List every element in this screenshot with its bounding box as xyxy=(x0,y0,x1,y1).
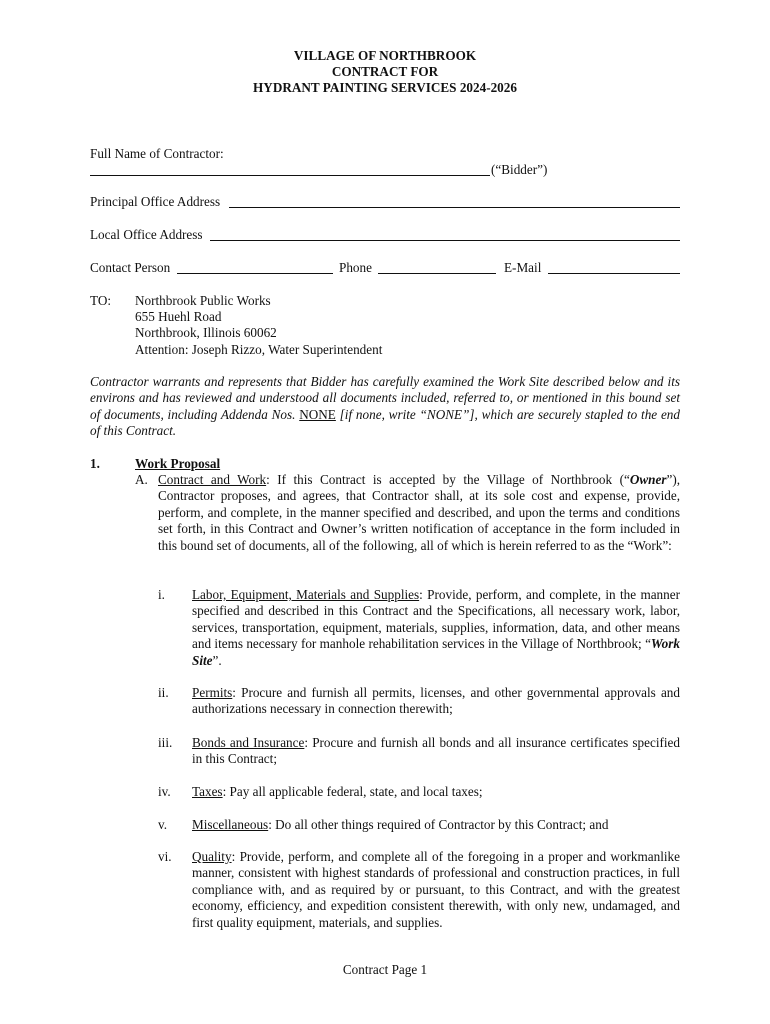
item-heading: Permits xyxy=(192,685,233,700)
phone-label: Phone xyxy=(339,260,372,275)
contractor-name-label: Full Name of Contractor: xyxy=(90,146,224,161)
principal-office-label: Principal Office Address xyxy=(90,194,221,209)
item-number: i. xyxy=(158,587,165,602)
section-number: 1. xyxy=(90,456,100,471)
to-address-line1: Northbrook Public Works xyxy=(135,293,271,308)
doc-title-line1: VILLAGE OF NORTHBROOK xyxy=(293,48,477,63)
email-field[interactable] xyxy=(548,273,680,274)
item-text: : Do all other things required of Contractor by this Contract; and xyxy=(268,817,609,832)
item-heading: Quality xyxy=(192,849,232,864)
to-address-line2: 655 Huehl Road xyxy=(135,309,222,324)
warranty-text-after: [if none, write “NONE”], which are securely stapled to the end of this Contract. xyxy=(90,406,680,439)
item-text: : Pay all applicable federal, state, and local taxes; xyxy=(222,784,483,799)
item-number: v. xyxy=(158,817,168,832)
list-item xyxy=(192,587,680,669)
work-site-term: Work Site xyxy=(192,636,680,668)
list-item xyxy=(192,849,680,931)
contractor-name-field[interactable] xyxy=(90,175,490,176)
item-number: vi. xyxy=(158,849,172,864)
local-office-field[interactable] xyxy=(210,240,680,241)
doc-title-line2: CONTRACT FOR xyxy=(331,64,439,79)
to-label: TO: xyxy=(90,293,112,308)
local-office-label: Local Office Address xyxy=(90,227,203,242)
addenda-value: NONE xyxy=(299,406,336,422)
item-number: iii. xyxy=(158,735,173,750)
item-text: : Provide, perform, and complete all of the foregoing in a proper and workmanlike manner, consistent with highest standards of professional and construction practices, in full compliance with, and as required by or pursuant, to this Contract, and with the greatest economy, efficiency, and expedition consistent therewith, with only new, undamaged, and first quality equipment, materials, and supplies. xyxy=(192,849,680,930)
item-number: iv. xyxy=(158,784,171,799)
contact-person-field[interactable] xyxy=(177,273,333,274)
item-heading: Bonds and Insurance xyxy=(192,735,305,750)
list-item xyxy=(192,735,680,768)
doc-title-line3: HYDRANT PAINTING SERVICES 2024-2026 xyxy=(253,80,517,95)
principal-office-field[interactable] xyxy=(229,207,680,208)
to-address-line4: Attention: Joseph Rizzo, Water Superintendent xyxy=(135,342,383,357)
email-label: E-Mail xyxy=(504,260,542,275)
list-item xyxy=(192,817,680,833)
bidder-suffix: (“Bidder”) xyxy=(491,162,548,177)
section-title: Work Proposal xyxy=(135,456,221,471)
item-text: : Provide, perform, and complete, in the manner specified and described in this Contract and the Specifications, all necessary work, labor, services, transportation, equipment, materials, supplies, information, data, and other means and items necessary for manhole rehabilitation services in the Village of Northbrook; “ xyxy=(192,587,680,652)
item-text: : Procure and furnish all bonds and all insurance certificates specified in this Contract; xyxy=(192,735,681,767)
warranty-paragraph xyxy=(90,374,680,440)
warranty-text-before: Contractor warrants and represents that Bidder has carefully examined the Work Site described below and its environs and has reviewed and understood all documents included, referred to, or mentioned in this bound set of documents, including Addenda Nos. xyxy=(90,374,680,422)
subsection-a-text1: : If this Contract is accepted by the Village of Northbrook (“ xyxy=(266,472,630,487)
item-number: ii. xyxy=(158,685,169,700)
subsection-a-prefix: A. xyxy=(135,472,148,487)
list-item xyxy=(192,685,680,718)
phone-field[interactable] xyxy=(378,273,496,274)
page-footer: Contract Page 1 xyxy=(342,962,428,977)
item-heading: Miscellaneous xyxy=(192,817,269,832)
item-heading: Labor, Equipment, Materials and Supplies xyxy=(192,587,420,602)
subsection-a-paragraph xyxy=(158,472,680,554)
contact-person-label: Contact Person xyxy=(90,260,171,275)
subsection-a-heading: Contract and Work xyxy=(158,472,267,487)
item-tail: ”. xyxy=(212,652,222,668)
to-address-line3: Northbrook, Illinois 60062 xyxy=(135,325,277,340)
list-item xyxy=(192,784,680,800)
item-text: : Procure and furnish all permits, licenses, and other governmental approvals and authorizations necessary in connection therewith; xyxy=(192,685,680,717)
owner-term: Owner xyxy=(629,472,667,487)
subsection-a-text2: ”), Contractor proposes, and agrees, that Contractor shall, at its sole cost and expense, provide, perform, and complete, in the manner specified and described, and upon the terms and conditions set forth, in this Contract and Owner’s written notification of acceptance in the form included in this bound set of documents, all of the following, all of which is herein referred to as the “Work”: xyxy=(158,472,681,553)
item-heading: Taxes xyxy=(192,784,223,799)
